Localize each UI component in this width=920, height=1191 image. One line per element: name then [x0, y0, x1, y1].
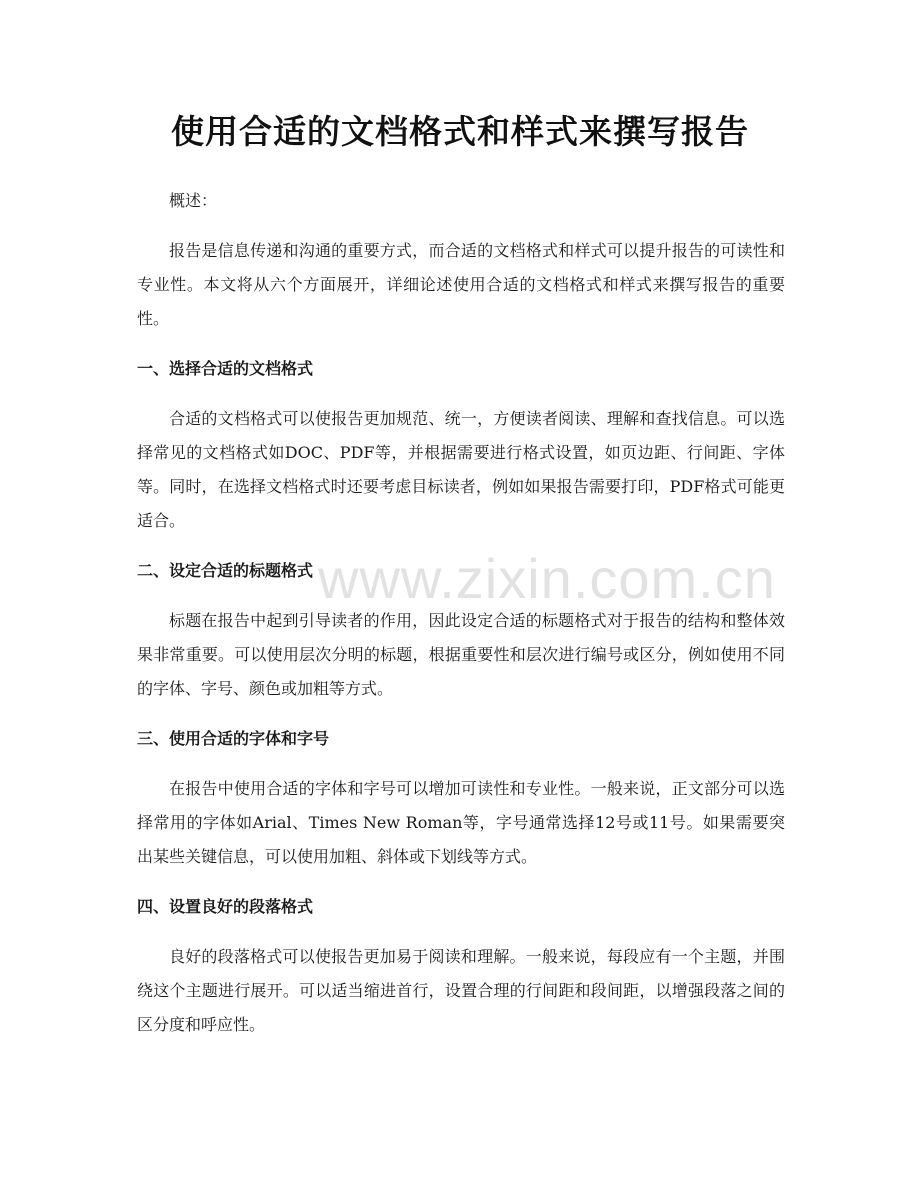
document-body — [137, 184, 785, 1058]
overview-label: 概述： — [169, 191, 218, 210]
section-heading-2: 二、设定合适的标题格式 — [137, 561, 314, 580]
section-heading-3: 三、使用合适的字体和字号 — [137, 729, 330, 748]
section-body-3: 在报告中使用合适的字体和字号可以增加可读性和专业性。一般来说，正文部分可以选择常用的字体如Arial、Times New Roman等，字号通常选择12号或11号。如果需要突出某些关键信息，可以使用加粗、斜体或下划线等方式。 — [137, 779, 785, 866]
watermark: www.zixin.com.cn — [318, 547, 776, 610]
page-title: 使用合适的文档格式和样式来撰写报告 — [171, 112, 749, 151]
section-heading-4: 四、设置良好的段落格式 — [137, 897, 314, 916]
section-heading-1: 一、选择合适的文档格式 — [137, 359, 314, 378]
section-body-4: 良好的段落格式可以使报告更加易于阅读和理解。一般来说，每段应有一个主题，并围绕这个主题进行展开。可以适当缩进首行，设置合理的行间距和段间距，以增强段落之间的区分度和呼应性。 — [137, 947, 785, 1034]
section-body-1: 合适的文档格式可以使报告更加规范、统一，方便读者阅读、理解和查找信息。可以选择常见的文档格式如DOC、PDF等，并根据需要进行格式设置，如页边距、行间距、字体等。同时，在选择文档格式时还要考虑目标读者，例如如果报告需要打印，PDF格式可能更适合。 — [137, 409, 785, 530]
intro-paragraph: 报告是信息传递和沟通的重要方式，而合适的文档格式和样式可以提升报告的可读性和专业性。本文将从六个方面展开，详细论述使用合适的文档格式和样式来撰写报告的重要性。 — [137, 241, 785, 328]
section-body-2: 标题在报告中起到引导读者的作用，因此设定合适的标题格式对于报告的结构和整体效果非常重要。可以使用层次分明的标题，根据重要性和层次进行编号或区分，例如使用不同的字体、字号、颜色或加粗等方式。 — [137, 611, 785, 698]
